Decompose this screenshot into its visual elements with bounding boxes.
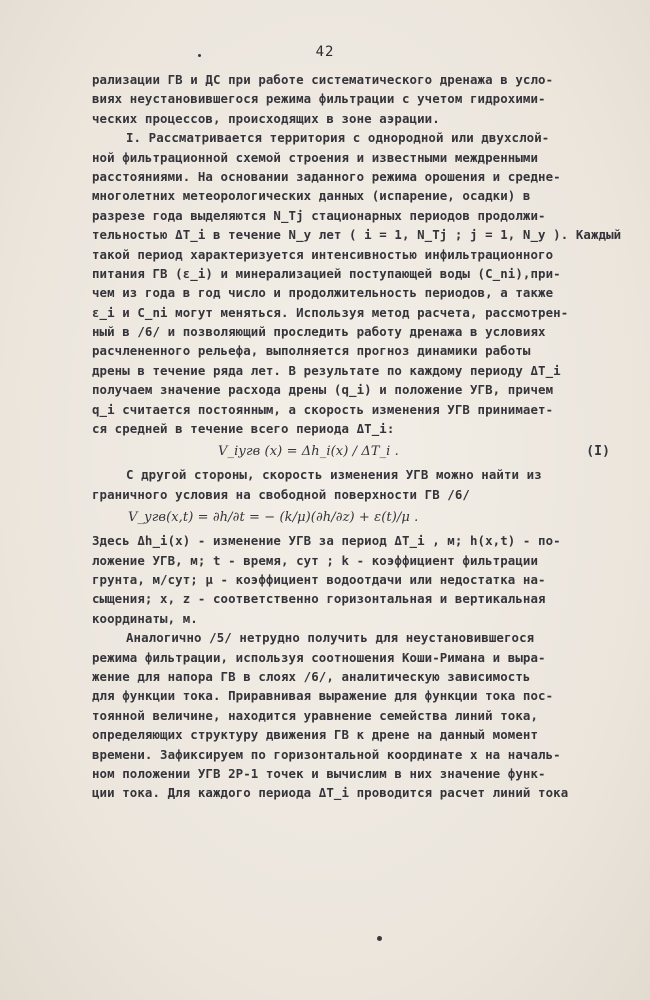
text-line: грунта, м/сут; μ - коэффициент водоотдачи или недостатка на- <box>92 571 546 587</box>
text-line: ложение УГВ, м; t - время, сут ; k - коэффициент фильтрации <box>92 552 539 568</box>
text-line: расстояниями. На основании заданного режима орошения и средне- <box>92 168 561 184</box>
text-line: ный в /6/ и позволяющий проследить работу дренажа в условиях <box>92 324 546 340</box>
equation <box>92 438 612 465</box>
text-line: тоянной величине, находится уравнение семейства линий тока, <box>92 707 539 723</box>
text-line: ции тока. Для каждого периода ΔT_i проводится расчет линий тока <box>92 785 569 801</box>
equation-body: V_угв(x,t) = ∂h/∂t = − (k/μ)(∂h/∂z) + ε(t)/μ . <box>128 510 419 526</box>
paragraph-first-line: С другой стороны, скорость изменения УГВ можно найти из <box>126 467 542 483</box>
text-line: определяющих структуру движения ГВ к дрене на данный момент <box>92 727 539 743</box>
scan-speck <box>377 936 382 941</box>
equation-body: V_iугв (x) = Δh_i(x) / ΔT_i . <box>218 444 399 460</box>
body-text <box>92 70 622 803</box>
text-line: расчлененного рельефа, выполняется прогноз динамики работы <box>92 343 531 359</box>
text-line: ном положении УГВ 2P-1 точек и вычислим в них значение функ- <box>92 765 546 781</box>
text-line: тельностью ΔT_i в течение N_y лет ( i = 1, N_Tj ; j = 1, N_y ). Каждый <box>92 227 622 243</box>
text-line: для функции тока. Приравнивая выражение для функции тока пос- <box>92 688 554 704</box>
text-line: сыщения; x, z - соответственно горизонтальная и вертикальная <box>92 591 546 607</box>
text-line: времени. Зафиксируем по горизонтальной координате x на началь- <box>92 746 561 762</box>
equation-number: (I) <box>586 444 610 460</box>
text-line: питания ГВ (ε_i) и минерализацией поступающей воды (C_ni),при- <box>92 265 561 281</box>
text-line: граничного условия на свободной поверхности ГВ /6/ <box>92 486 470 502</box>
text-line: дрены в течение ряда лет. В результате по каждому периоду ΔT_i <box>92 362 561 378</box>
equation <box>92 504 612 531</box>
text-line: разрезе года выделяются N_Tj стационарных периодов продолжи- <box>92 207 546 223</box>
text-line: жение для напора ГВ в слоях /6/, аналитическую зависимость <box>92 668 531 684</box>
text-line: чем из года в год число и продолжительность периодов, а также <box>92 285 554 301</box>
text-line: многолетних метеорологических данных (испарение, осадки) в <box>92 188 531 204</box>
page-number: 42 <box>315 44 335 60</box>
text-line: Здесь Δh_i(x) - изменение УГВ за период ΔT_i , м; h(x,t) - по- <box>92 533 561 549</box>
text-line: такой период характеризуется интенсивностью инфильтрационного <box>92 246 554 262</box>
text-line: получаем значение расхода дрены (q_i) и положение УГВ, причем <box>92 382 554 398</box>
paragraph-first-line: Аналогично /5/ нетрудно получить для неустановившегося <box>126 630 535 646</box>
text-line: рализации ГВ и ДС при работе систематического дренажа в усло- <box>92 72 554 87</box>
text-line: ся средней в течение всего периода ΔT_i: <box>92 421 395 437</box>
text-line: режима фильтрации, используя соотношения Коши-Римана и выра- <box>92 649 546 665</box>
text-line: ε_i и C_ni могут меняться. Используя метод расчета, рассмотрен- <box>92 304 569 320</box>
text-line: ной фильтрационной схемой строения и известными междренными <box>92 149 539 165</box>
text-line: q_i считается постоянным, а скорость изменения УГВ принимает- <box>92 401 554 417</box>
text-line: виях неустановившегося режима фильтрации с учетом гидрохими- <box>92 91 546 107</box>
text-line: координаты, м. <box>92 610 198 626</box>
paragraph-first-line: I. Рассматривается территория с однородной или двухслой- <box>126 130 550 146</box>
text-line: ческих процессов, происходящих в зоне аэрации. <box>92 110 440 126</box>
